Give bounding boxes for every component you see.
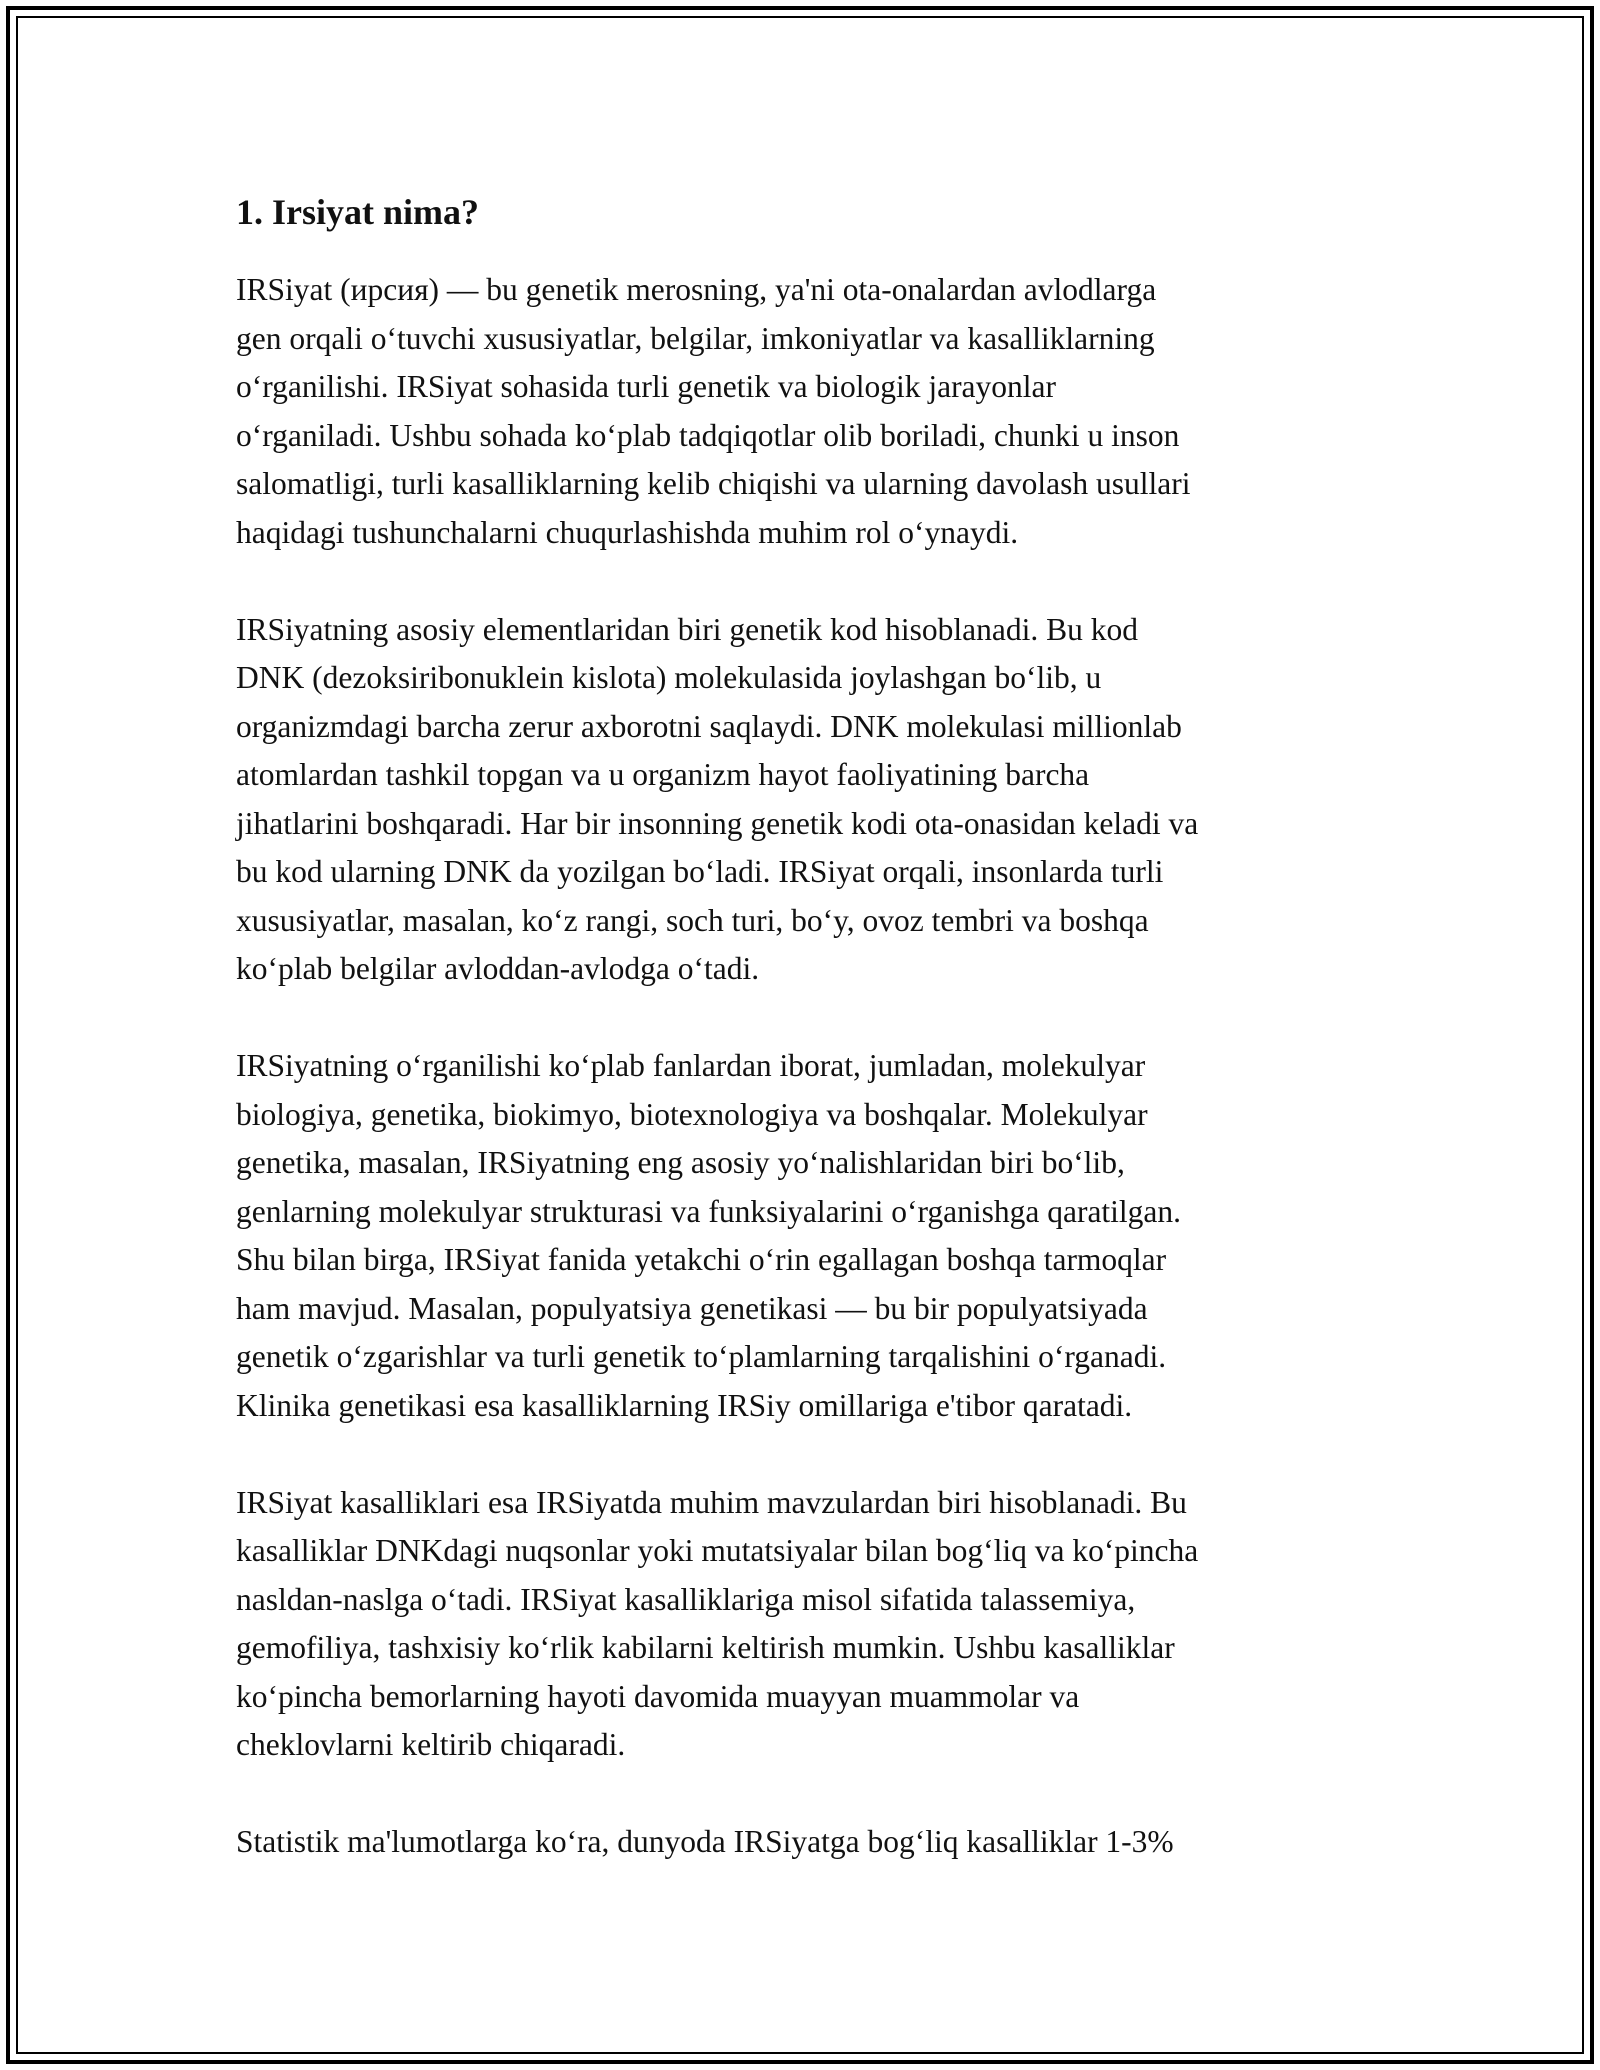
paragraph-line: Klinika genetikasi esa kasalliklarning IRSiy omillariga e'tibor qaratadi. — [236, 1387, 1133, 1423]
paragraph-line: atomlardan tashkil topgan va u organizm hayot faoliyatining barcha — [236, 757, 1090, 792]
paragraph-line: haqidagi tushunchalarni chuqurlashishda muhim rol oʻynaydi. — [236, 514, 1019, 550]
paragraph-line: salomatligi, turli kasalliklarning kelib chiqishi va ularning davolash usullari — [236, 466, 1191, 501]
paragraph — [236, 1479, 1366, 1770]
paragraph-line: nasldan-naslga oʻtadi. IRSiyat kasalliklariga misol sifatida talassemiya, — [236, 1581, 1136, 1617]
section-heading: 1. Irsiyat nima? — [236, 192, 479, 232]
paragraph — [236, 1818, 1366, 1867]
paragraph-line: biologiya, genetika, biokimyo, biotexnologiya va boshqalar. Molekulyar — [236, 1096, 1148, 1132]
paragraph-line: oʻrganilishi. IRSiyat sohasida turli genetik va biologik jarayonlar — [236, 369, 1057, 404]
paragraph-line: gen orqali oʻtuvchi xususiyatlar, belgilar, imkoniyatlar va kasalliklarning — [236, 320, 1155, 356]
paragraph-line: kasalliklar DNKdagi nuqsonlar yoki mutatsiyalar bilan bogʻliq va koʻpincha — [236, 1533, 1199, 1568]
paragraph-line: jihatlarini boshqaradi. Har bir insonning genetik kodi ota-onasidan keladi va — [236, 805, 1199, 841]
paragraph-line: genlarning molekulyar strukturasi va funksiyalarini oʻrganishga qaratilgan. — [236, 1193, 1182, 1229]
paragraph-line: IRSiyat kasalliklari esa IRSiyatda muhim mavzulardan biri hisoblanadi. Bu — [236, 1484, 1187, 1520]
paragraph-line: koʻpincha bemorlarning hayoti davomida muayyan muammolar va — [236, 1678, 1080, 1714]
paragraph-line: oʻrganiladi. Ushbu sohada koʻplab tadqiqotlar olib boriladi, chunki u inson — [236, 417, 1180, 453]
paragraph-line: gemofiliya, tashxisiy koʻrlik kabilarni keltirish mumkin. Ushbu kasalliklar — [236, 1630, 1175, 1665]
paragraph-line: IRSiyat (ирсия) — bu genetik merosning, ya'ni ota-onalardan avlodlarga — [236, 272, 1157, 307]
paragraph-line: Statistik ma'lumotlarga koʻra, dunyoda IRSiyatga bogʻliq kasalliklar 1-3% — [236, 1824, 1174, 1859]
paragraph-line: xususiyatlar, masalan, koʻz rangi, soch turi, boʻy, ovoz tembri va boshqa — [236, 902, 1149, 938]
paragraph-line: ham mavjud. Masalan, populyatsiya genetikasi — bu bir populyatsiyada — [236, 1290, 1148, 1326]
paragraph-line: genetika, masalan, IRSiyatning eng asosiy yoʻnalishlaridan biri boʻlib, — [236, 1145, 1125, 1180]
paragraph-line: IRSiyatning oʻrganilishi koʻplab fanlardan iborat, jumladan, molekulyar — [236, 1048, 1146, 1083]
document-body — [236, 188, 1366, 1915]
paragraph — [236, 266, 1366, 557]
paragraph-line: DNK (dezoksiribonuklein kislota) molekulasida joylashgan boʻlib, u — [236, 660, 1102, 695]
paragraph-list — [236, 266, 1366, 1867]
paragraph — [236, 606, 1366, 994]
paragraph-line: koʻplab belgilar avloddan-avlodga oʻtadi. — [236, 951, 760, 986]
paragraph — [236, 1042, 1366, 1430]
paragraph-line: cheklovlarni keltirib chiqaradi. — [236, 1727, 626, 1762]
paragraph-line: bu kod ularning DNK da yozilgan boʻladi. IRSiyat orqali, insonlarda turli — [236, 854, 1164, 889]
paragraph-line: genetik oʻzgarishlar va turli genetik toʻplamlarning tarqalishini oʻrganadi. — [236, 1339, 1167, 1374]
paragraph-line: Shu bilan birga, IRSiyat fanida yetakchi oʻrin egallagan boshqa tarmoqlar — [236, 1242, 1167, 1277]
paragraph-line: organizmdagi barcha zerur axborotni saqlaydi. DNK molekulasi millionlab — [236, 708, 1182, 744]
paragraph-line: IRSiyatning asosiy elementlaridan biri genetik kod hisoblanadi. Bu kod — [236, 611, 1138, 647]
